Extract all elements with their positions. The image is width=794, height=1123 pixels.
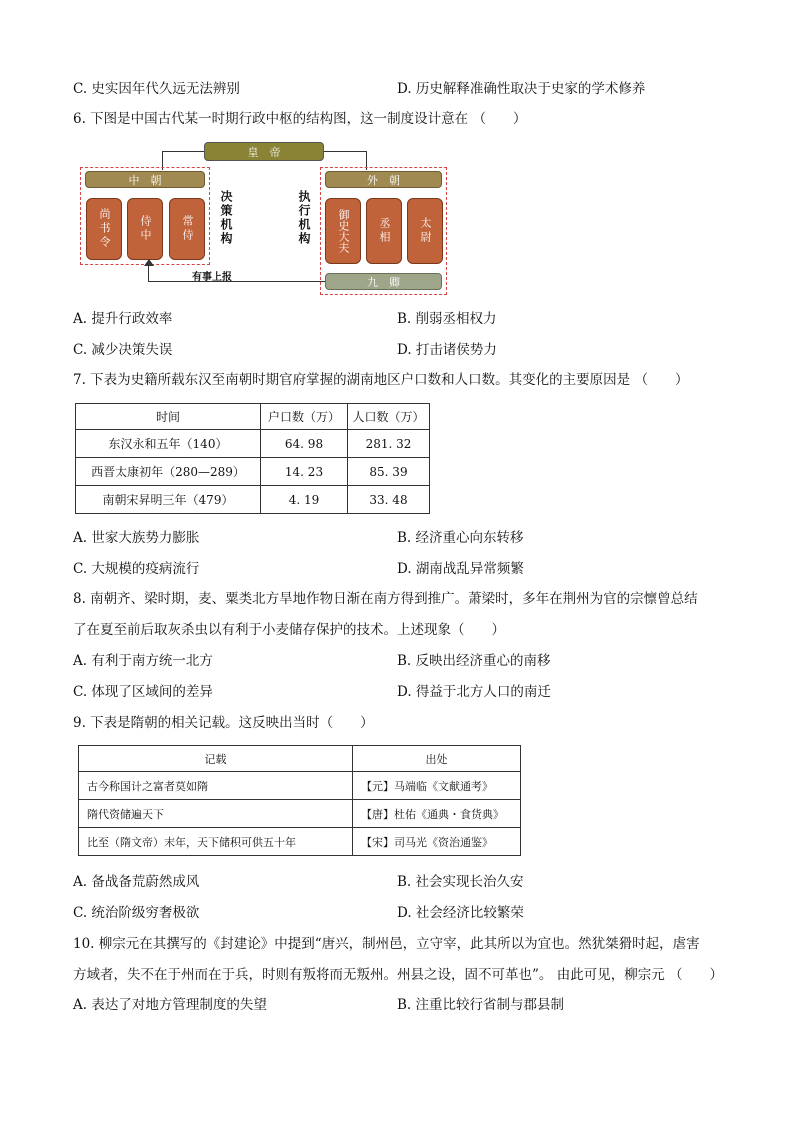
q6-stem: 6. 下图是中国古代某一时期行政中枢的结构图，这一制度设计意在 （ ） [73, 111, 527, 127]
q6-option-b: B. 削弱丞相权力 [397, 311, 497, 327]
connector [324, 151, 366, 152]
table-cell: 隋代资储遍天下 [79, 800, 353, 828]
official-box: 太尉 [407, 198, 443, 264]
outer-court-header: 外 朝 [325, 171, 442, 188]
q5-option-d: D. 历史解释准确性取决于史家的学术修养 [397, 81, 646, 97]
q6-option-d: D. 打击诸侯势力 [397, 342, 497, 358]
q7-option-a: A. 世家大族势力膨胀 [73, 530, 200, 546]
table-cell: 85. 39 [348, 458, 430, 486]
arrow-head-icon [144, 259, 154, 266]
q10-stem-line2: 方域者，失不在于州而在于兵，时则有叛将而无叛州。州县之设，固不可革也”。 由此可见，柳宗元 （ ） [73, 967, 723, 983]
official-box: 侍中 [127, 198, 163, 260]
table-cell: 东汉永和五年（140） [76, 430, 261, 458]
q8-option-d: D. 得益于北方人口的南迁 [397, 684, 551, 700]
q8-option-b: B. 反映出经济重心的南移 [397, 653, 551, 669]
table-cell: 南朝宋昇明三年（479） [76, 486, 261, 514]
official-box: 丞相 [366, 198, 402, 264]
table-header: 出处 [353, 746, 521, 772]
q7-option-c: C. 大规模的疫病流行 [73, 561, 200, 577]
table-header: 人口数（万） [348, 404, 430, 430]
q6-option-c: C. 减少决策失误 [73, 342, 173, 358]
table-cell: 【唐】杜佑《通典・食货典》 [353, 800, 521, 828]
q9-option-a: A. 备战备荒蔚然成风 [73, 874, 200, 890]
emperor-box: 皇 帝 [204, 142, 324, 161]
connector [162, 151, 204, 152]
table-cell: 比至（隋文帝）末年，天下储积可供五十年 [79, 828, 353, 856]
q8-stem-line1: 8. 南朝齐、梁时期，麦、粟类北方旱地作物日渐在南方得到推广。萧梁时，多年在荆州为官的宗懔曾总结 [73, 591, 698, 607]
q7-stem: 7. 下表为史籍所载东汉至南朝时期官府掌握的湖南地区户口数和人口数。其变化的主要原因是 （ ） [73, 372, 689, 388]
q9-option-c: C. 统治阶级穷奢极欲 [73, 905, 200, 921]
q9-table [78, 745, 521, 856]
inner-court-header: 中 朝 [85, 171, 205, 188]
q7-option-b: B. 经济重心向东转移 [397, 530, 524, 546]
table-header: 时间 [76, 404, 261, 430]
table-cell: 西晋太康初年（280—289） [76, 458, 261, 486]
table-cell: 14. 23 [261, 458, 348, 486]
jiuqing-box: 九 卿 [325, 273, 442, 290]
table-header: 户口数（万） [261, 404, 348, 430]
table-header: 记载 [79, 746, 353, 772]
official-box: 御史大夫 [325, 198, 361, 264]
q6-option-a: A. 提升行政效率 [73, 311, 173, 327]
report-arrow-line [148, 264, 149, 282]
report-label: 有事上报 [192, 272, 232, 283]
table-cell: 古今称国计之富者莫如隋 [79, 772, 353, 800]
q9-stem: 9. 下表是隋朝的相关记载。这反映出当时（ ） [73, 715, 374, 731]
q9-option-b: B. 社会实现长治久安 [397, 874, 524, 890]
report-arrow-line [148, 281, 325, 282]
q8-option-c: C. 体现了区域间的差异 [73, 684, 213, 700]
decision-label: 决策机构 [219, 190, 233, 246]
table-cell: 33. 48 [348, 486, 430, 514]
administrative-structure-diagram [80, 140, 450, 300]
q7-option-d: D. 湖南战乱异常频繁 [397, 561, 524, 577]
q8-stem-line2: 了在夏至前后取灰杀虫以有利于小麦储存保护的技术。上述现象（ ） [73, 622, 505, 638]
table-cell: 【元】马端临《文献通考》 [353, 772, 521, 800]
q10-option-b: B. 注重比较行省制与郡县制 [397, 997, 565, 1013]
q9-option-d: D. 社会经济比较繁荣 [397, 905, 524, 921]
official-box: 常侍 [169, 198, 205, 260]
table-cell: 281. 32 [348, 430, 430, 458]
q10-option-a: A. 表达了对地方管理制度的失望 [73, 997, 267, 1013]
q10-stem-line1: 10. 柳宗元在其撰写的《封建论》中提到“唐兴，制州邑，立守宰，此其所以为宜也。然犹桀猾时起，虐害 [73, 936, 700, 952]
q5-option-c: C. 史实因年代久远无法辨别 [73, 81, 240, 97]
q8-option-a: A. 有利于南方统一北方 [73, 653, 213, 669]
exec-label: 执行机构 [297, 190, 311, 246]
table-cell: 64. 98 [261, 430, 348, 458]
table-cell: 4. 19 [261, 486, 348, 514]
q7-table [75, 403, 430, 514]
official-box: 尚书令 [86, 198, 122, 260]
table-cell: 【宋】司马光《资治通鉴》 [353, 828, 521, 856]
